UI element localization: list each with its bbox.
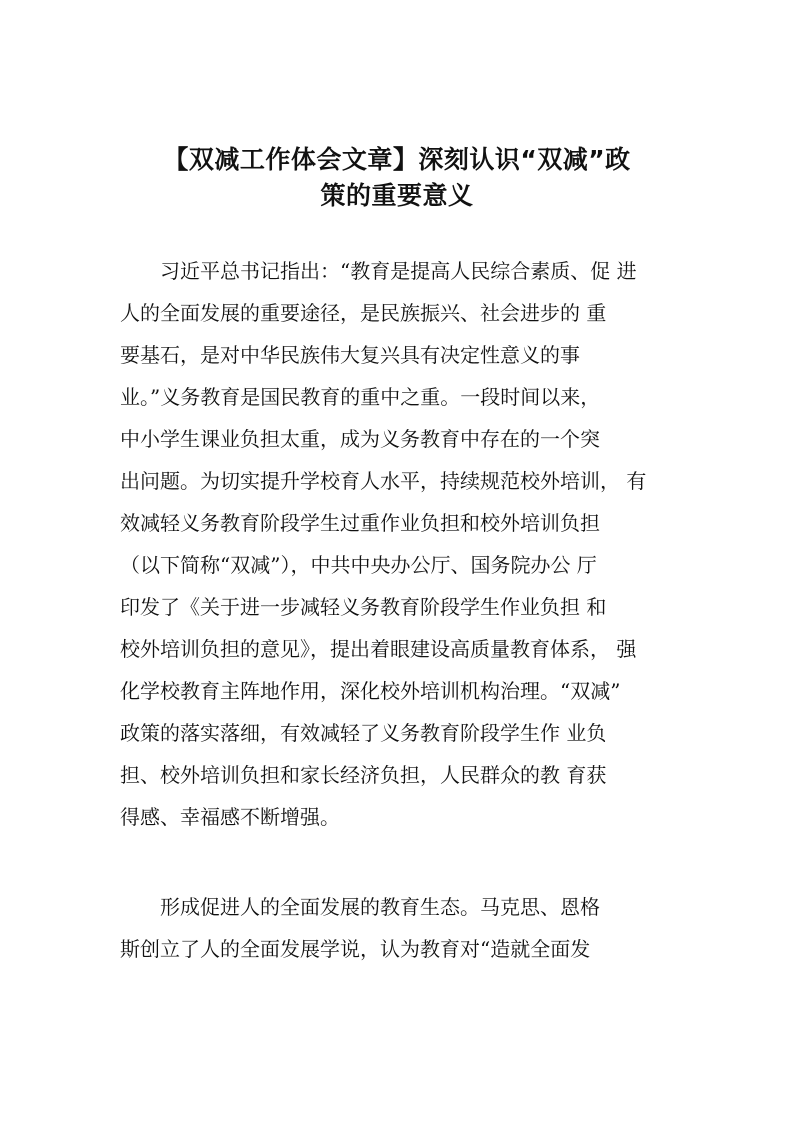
paragraph-1-line: 得感、幸福感不断增强。	[120, 805, 340, 829]
paragraph-2-line: 斯创立了人的全面发展学说，认为教育对“造就全面发	[120, 937, 591, 961]
document-title-line-1: 【双减工作体会文章】深刻认识“双减”政	[163, 145, 631, 174]
paragraph-2-line: 形成促进人的全面发展的教育生态。马克思、恩格	[160, 895, 600, 919]
paragraph-1-line: 效减轻义务教育阶段学生过重作业负担和校外培训负担	[120, 511, 600, 535]
paragraph-1-line: 中小学生课业负担太重，成为义务教育中存在的一个突	[120, 427, 600, 451]
paragraph-1-line: 习近平总书记指出：“教育是提高人民综合素质、促 进	[160, 259, 637, 283]
document-title-line-2: 策的重要意义	[320, 181, 474, 210]
paragraph-1-line: 人的全面发展的重要途径，是民族振兴、社会进步的 重	[120, 301, 607, 325]
paragraph-1-line: 出问题。为切实提升学校育人水平，持续规范校外培训， 有	[120, 469, 647, 493]
paragraph-1-line: 要基石，是对中华民族伟大复兴具有决定性意义的事	[120, 343, 580, 367]
paragraph-1-line: 业。”义务教育是国民教育的重中之重。一段时间以来，	[120, 385, 601, 409]
paragraph-1-line: （以下简称“双减”），中共中央办公厅、国务院办公 厅	[120, 553, 597, 577]
paragraph-1-line: 化学校教育主阵地作用，深化校外培训机构治理。“双减”	[120, 679, 621, 703]
paragraph-1-line: 担、校外培训负担和家长经济负担，人民群众的教 育获	[120, 763, 607, 787]
paragraph-1-line: 印发了《关于进一步减轻义务教育阶段学生作业负担 和	[120, 595, 607, 619]
paragraph-1-line: 校外培训负担的意见》，提出着眼建设高质量教育体系， 强	[120, 637, 637, 661]
paragraph-1-line: 政策的落实落细，有效减轻了义务教育阶段学生作 业负	[120, 721, 607, 745]
